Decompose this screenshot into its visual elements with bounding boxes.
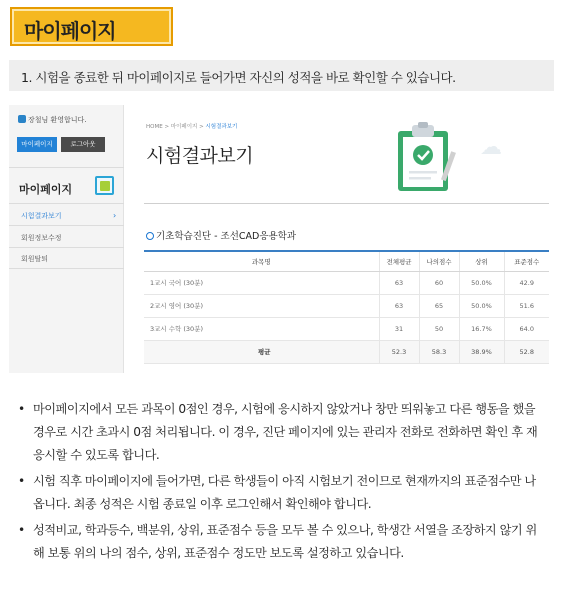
table-row — [144, 317, 549, 340]
cell-percentile: 50.0% — [459, 271, 504, 294]
cell-average-label: 평균 — [144, 340, 379, 363]
note-item: • 마이페이지에서 모든 과목이 0점인 경우, 시험에 응시하지 않았거나 창만 띄워놓고 다른 행동을 했을 경우로 시간 초과시 0점 처리됩니다. 이 경우, 진단 페이지에 있는 관리자 전화로 전화하면 확인 후 재응시할 수 있도록 합니다. — [18, 398, 538, 467]
screenshot-panel — [9, 105, 554, 373]
divider — [144, 203, 549, 204]
welcome-text — [18, 115, 87, 125]
col-percentile: 상위 — [459, 251, 504, 271]
divider — [9, 167, 124, 168]
cell-standard: 42.9 — [504, 271, 549, 294]
cell-my-score: 50 — [419, 317, 459, 340]
clipboard-check-icon — [394, 121, 460, 193]
cell-standard: 51.6 — [504, 294, 549, 317]
step-instruction-bar — [9, 60, 554, 91]
cell-percentile: 16.7% — [459, 317, 504, 340]
sidebar-item-withdraw[interactable]: 회원탈퇴 — [21, 255, 49, 263]
cell-average: 31 — [379, 317, 419, 340]
sidebar — [9, 105, 124, 373]
breadcrumb-current: 시험결과보기 — [205, 124, 238, 130]
table-header-row — [144, 251, 549, 271]
divider — [9, 247, 124, 248]
mypage-button[interactable]: 마이페이지 — [17, 137, 57, 152]
col-overall-average: 전체평균 — [379, 251, 419, 271]
page-title: 마이페이지 — [24, 19, 116, 43]
cloud-icon: ☁ — [480, 135, 502, 160]
circle-bullet-icon — [146, 232, 154, 240]
cell-average: 63 — [379, 271, 419, 294]
welcome-label: 장철님 환영합니다. — [28, 116, 87, 124]
cell-subject: 2교시 영어 (30분) — [144, 294, 379, 317]
page-title-box — [10, 7, 173, 46]
user-icon — [18, 115, 26, 123]
cell-standard: 52.8 — [504, 340, 549, 363]
chevron-right-icon: › — [113, 211, 117, 220]
cell-average: 52.3 — [379, 340, 419, 363]
table-row — [144, 294, 549, 317]
results-heading: 시험결과보기 — [146, 145, 254, 167]
breadcrumb — [146, 122, 237, 130]
section-title — [146, 228, 296, 242]
mypage-icon — [95, 176, 114, 195]
divider — [9, 225, 124, 226]
step-text: 1. 시험을 종료한 뒤 마이페이지로 들어가면 자신의 성적을 바로 확인할 수 있습니다. — [21, 70, 456, 85]
cell-percentile: 50.0% — [459, 294, 504, 317]
cell-my-score: 65 — [419, 294, 459, 317]
cell-subject: 3교시 수학 (30분) — [144, 317, 379, 340]
breadcrumb-separator: > — [164, 124, 170, 130]
divider — [9, 268, 124, 269]
cell-average: 63 — [379, 294, 419, 317]
sidebar-section-label: 마이페이지 — [19, 183, 73, 196]
divider — [9, 203, 124, 204]
logout-button[interactable]: 로그아웃 — [61, 137, 105, 152]
notes-list — [18, 398, 538, 568]
breadcrumb-home[interactable]: HOME — [146, 124, 163, 130]
col-standard-score: 표준점수 — [504, 251, 549, 271]
breadcrumb-mypage[interactable]: 마이페이지 — [170, 124, 198, 130]
cell-my-score: 58.3 — [419, 340, 459, 363]
table-row — [144, 271, 549, 294]
sidebar-item-exam-results[interactable]: 시험결과보기 — [21, 212, 62, 220]
note-item: • 성적비교, 학과등수, 백분위, 상위, 표준점수 등을 모두 볼 수 있으나, 학생간 서열을 조장하지 않기 위해 보통 위의 나의 점수, 상위, 표준점수 정도만 보도록 설정하고 있습니다. — [18, 519, 538, 565]
cell-standard: 64.0 — [504, 317, 549, 340]
note-item: • 시험 직후 마이페이지에 들어가면, 다른 학생들이 아직 시험보기 전이므로 현재까지의 표준점수만 나옵니다. 최종 성적은 시험 종료일 이후 로그인해서 확인해야 합니다. — [18, 470, 538, 516]
sidebar-item-edit-profile[interactable]: 회원정보수정 — [21, 234, 62, 242]
section-title-text: 기초학습진단 - 조선CAD응용학과 — [156, 231, 297, 242]
col-my-score: 나의점수 — [419, 251, 459, 271]
table-average-row — [144, 340, 549, 363]
cell-subject: 1교시 국어 (30분) — [144, 271, 379, 294]
breadcrumb-separator: > — [199, 124, 204, 130]
results-table — [144, 250, 549, 364]
cell-percentile: 38.9% — [459, 340, 504, 363]
cell-my-score: 60 — [419, 271, 459, 294]
col-subject: 과목명 — [144, 251, 379, 271]
